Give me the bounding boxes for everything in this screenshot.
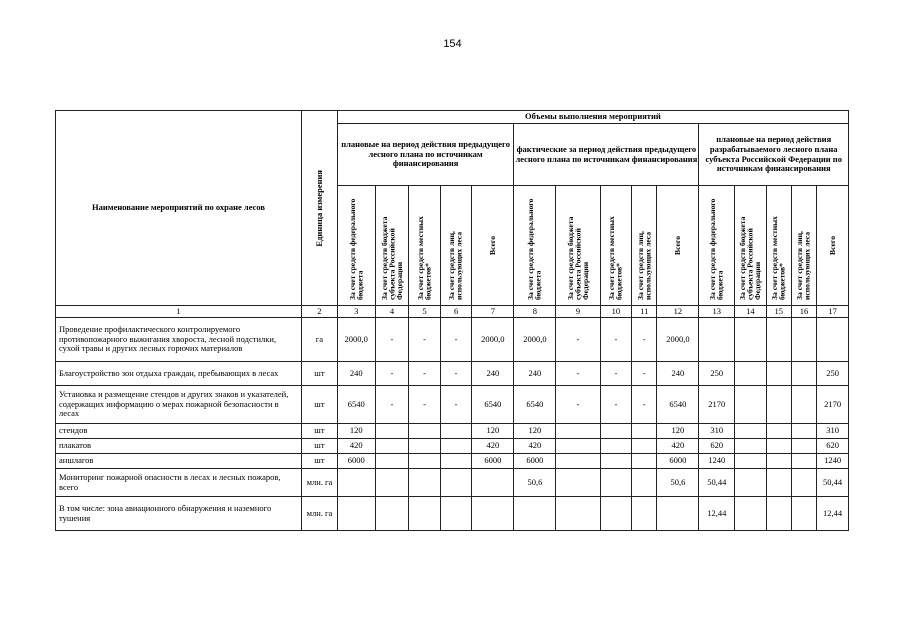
row-value-cell: - — [440, 318, 472, 362]
row-value-cell — [766, 386, 791, 424]
row-value-cell: - — [556, 386, 600, 424]
row-value-cell — [632, 454, 657, 469]
column-number: 1 — [56, 306, 302, 318]
table-row — [56, 497, 849, 531]
row-value-cell: 420 — [514, 439, 556, 454]
row-value-cell — [817, 318, 849, 362]
row-value-cell: 120 — [657, 424, 699, 439]
row-value-cell: 420 — [657, 439, 699, 454]
row-value-cell: 2000,0 — [514, 318, 556, 362]
row-value-cell: 6540 — [657, 386, 699, 424]
row-value-cell — [375, 454, 409, 469]
row-value-cell: - — [409, 386, 441, 424]
header-group-planned-new: плановые на период действия разрабатываемого лесного плана субъекта Российской Федерации по источникам финансирования — [699, 124, 849, 186]
column-number: 6 — [440, 306, 472, 318]
row-unit-cell: шт — [302, 362, 338, 386]
row-value-cell — [440, 469, 472, 497]
row-value-cell: 2000,0 — [657, 318, 699, 362]
row-value-cell — [409, 469, 441, 497]
subheader-2-3: За счет средств местных бюджетов* — [600, 186, 632, 306]
row-value-cell — [766, 439, 791, 454]
column-number: 15 — [766, 306, 791, 318]
column-number: 7 — [472, 306, 514, 318]
row-value-cell — [735, 386, 767, 424]
row-value-cell: 12,44 — [817, 497, 849, 531]
subheader-1-1: За счет средств федерального бюджета — [337, 186, 375, 306]
row-value-cell: 6000 — [472, 454, 514, 469]
row-value-cell: - — [440, 362, 472, 386]
row-unit-cell: шт — [302, 454, 338, 469]
subheader-1-3: За счет средств местных бюджетов* — [409, 186, 441, 306]
subheader-2-4: За счет средств лиц, использующих леса — [632, 186, 657, 306]
row-value-cell — [791, 424, 816, 439]
row-value-cell — [600, 424, 632, 439]
table-row — [56, 469, 849, 497]
row-value-cell — [440, 454, 472, 469]
row-value-cell — [766, 362, 791, 386]
row-value-cell — [791, 386, 816, 424]
row-value-cell: - — [632, 362, 657, 386]
column-number: 5 — [409, 306, 441, 318]
column-number: 10 — [600, 306, 632, 318]
row-value-cell: 50,44 — [817, 469, 849, 497]
column-number: 14 — [735, 306, 767, 318]
row-value-cell: 240 — [657, 362, 699, 386]
header-volumes: Объемы выполнения мероприятий — [337, 111, 848, 124]
row-value-cell — [699, 318, 735, 362]
row-value-cell: 50,44 — [699, 469, 735, 497]
row-name-cell: Мониторинг пожарной опасности в лесах и лесных пожаров, всего — [56, 469, 302, 497]
row-value-cell — [791, 469, 816, 497]
row-value-cell — [440, 497, 472, 531]
row-value-cell — [766, 424, 791, 439]
row-value-cell — [600, 469, 632, 497]
row-name-cell: Проведение профилактического контролируемого противопожарного выжигания хвороста, лесной подстилки, сухой травы и других лесных горючих материалов — [56, 318, 302, 362]
row-value-cell — [735, 497, 767, 531]
subheader-2-2: За счет средств бюджета субъекта Российской Федерации — [556, 186, 600, 306]
row-value-cell — [409, 439, 441, 454]
row-value-cell — [766, 469, 791, 497]
row-value-cell — [766, 318, 791, 362]
row-value-cell — [409, 454, 441, 469]
row-value-cell — [472, 469, 514, 497]
row-value-cell — [632, 439, 657, 454]
row-value-cell — [556, 454, 600, 469]
row-value-cell: - — [600, 318, 632, 362]
row-value-cell — [766, 497, 791, 531]
row-value-cell: 250 — [817, 362, 849, 386]
subheader-3-3: За счет средств местных бюджетов* — [766, 186, 791, 306]
column-number: 8 — [514, 306, 556, 318]
measures-table — [55, 110, 849, 531]
row-value-cell — [514, 497, 556, 531]
row-value-cell: 50,6 — [657, 469, 699, 497]
row-value-cell: - — [375, 362, 409, 386]
row-value-cell: - — [440, 386, 472, 424]
subheader-3-2: За счет средств бюджета субъекта Российской Федерации — [735, 186, 767, 306]
row-value-cell: 12,44 — [699, 497, 735, 531]
row-value-cell — [375, 497, 409, 531]
row-value-cell — [632, 497, 657, 531]
subheader-2-1: За счет средств федерального бюджета — [514, 186, 556, 306]
row-value-cell: 2000,0 — [337, 318, 375, 362]
row-value-cell — [766, 454, 791, 469]
row-value-cell: 240 — [514, 362, 556, 386]
row-name-cell: аншлагов — [56, 454, 302, 469]
row-value-cell — [375, 469, 409, 497]
row-value-cell — [375, 424, 409, 439]
row-unit-cell: га — [302, 318, 338, 362]
row-unit-cell: млн. га — [302, 497, 338, 531]
subheader-1-2: За счет средств бюджета субъекта Российской Федерации — [375, 186, 409, 306]
row-value-cell — [791, 454, 816, 469]
header-group-actual-previous: фактические за период действия предыдущего лесного плана по источникам финансирования — [514, 124, 699, 186]
row-value-cell: - — [556, 318, 600, 362]
row-value-cell — [735, 439, 767, 454]
row-value-cell — [791, 497, 816, 531]
table-row — [56, 362, 849, 386]
row-value-cell — [556, 424, 600, 439]
row-value-cell: 620 — [699, 439, 735, 454]
column-number: 3 — [337, 306, 375, 318]
row-value-cell — [600, 454, 632, 469]
row-value-cell — [735, 424, 767, 439]
row-value-cell — [337, 497, 375, 531]
row-value-cell: 420 — [472, 439, 514, 454]
row-value-cell: - — [632, 318, 657, 362]
column-number: 11 — [632, 306, 657, 318]
row-value-cell: 6540 — [472, 386, 514, 424]
row-value-cell — [632, 469, 657, 497]
row-value-cell — [556, 497, 600, 531]
row-value-cell: 2000,0 — [472, 318, 514, 362]
row-value-cell: 6000 — [657, 454, 699, 469]
column-number: 17 — [817, 306, 849, 318]
row-value-cell: 120 — [514, 424, 556, 439]
row-value-cell — [735, 454, 767, 469]
row-value-cell: 120 — [337, 424, 375, 439]
row-value-cell: 6000 — [514, 454, 556, 469]
column-number: 4 — [375, 306, 409, 318]
subheader-1-5: Всего — [472, 186, 514, 306]
column-number: 13 — [699, 306, 735, 318]
row-value-cell — [657, 497, 699, 531]
row-unit-cell: шт — [302, 386, 338, 424]
row-unit-cell: млн. га — [302, 469, 338, 497]
table-row — [56, 454, 849, 469]
row-value-cell — [409, 497, 441, 531]
row-value-cell — [337, 469, 375, 497]
row-value-cell: 240 — [337, 362, 375, 386]
table-row — [56, 424, 849, 439]
column-number: 16 — [791, 306, 816, 318]
header-group-planned-previous: плановые на период действия предыдущего лесного плана по источникам финансирования — [337, 124, 514, 186]
row-value-cell: 620 — [817, 439, 849, 454]
row-value-cell: 6540 — [337, 386, 375, 424]
table-row — [56, 439, 849, 454]
row-value-cell: - — [600, 362, 632, 386]
row-value-cell — [556, 469, 600, 497]
table-row — [56, 318, 849, 362]
row-unit-cell: шт — [302, 439, 338, 454]
row-value-cell — [440, 424, 472, 439]
row-value-cell: 1240 — [699, 454, 735, 469]
row-value-cell — [791, 362, 816, 386]
subheader-2-5: Всего — [657, 186, 699, 306]
row-value-cell: - — [600, 386, 632, 424]
row-value-cell — [735, 318, 767, 362]
row-value-cell: - — [556, 362, 600, 386]
row-name-cell: Установка и размещение стендов и других знаков и указателей, содержащих информацию о мерах пожарной безопасности в лесах — [56, 386, 302, 424]
subheader-3-1: За счет средств федерального бюджета — [699, 186, 735, 306]
row-value-cell — [375, 439, 409, 454]
row-value-cell — [791, 439, 816, 454]
row-unit-cell: шт — [302, 424, 338, 439]
header-name-col: Наименование мероприятий по охране лесов — [56, 111, 302, 306]
subheader-3-5: Всего — [817, 186, 849, 306]
row-value-cell — [600, 497, 632, 531]
row-value-cell — [440, 439, 472, 454]
column-number: 2 — [302, 306, 338, 318]
row-value-cell: 240 — [472, 362, 514, 386]
row-value-cell: 50,6 — [514, 469, 556, 497]
row-value-cell: 2170 — [699, 386, 735, 424]
row-name-cell: В том числе: зона авиационного обнаружения и наземного тушения — [56, 497, 302, 531]
column-number: 12 — [657, 306, 699, 318]
row-value-cell — [472, 497, 514, 531]
table-row — [56, 386, 849, 424]
row-value-cell: 310 — [699, 424, 735, 439]
row-value-cell: 2170 — [817, 386, 849, 424]
row-name-cell: стендов — [56, 424, 302, 439]
row-value-cell: - — [375, 386, 409, 424]
row-value-cell: - — [375, 318, 409, 362]
row-value-cell: - — [409, 362, 441, 386]
column-number: 9 — [556, 306, 600, 318]
row-value-cell — [556, 439, 600, 454]
row-value-cell — [409, 424, 441, 439]
row-value-cell: 1240 — [817, 454, 849, 469]
page-number: 154 — [443, 38, 462, 50]
row-value-cell: 310 — [817, 424, 849, 439]
row-value-cell: 120 — [472, 424, 514, 439]
row-value-cell — [600, 439, 632, 454]
header-unit-col: Единица измерения — [302, 111, 338, 306]
row-value-cell: 6540 — [514, 386, 556, 424]
row-value-cell: 250 — [699, 362, 735, 386]
row-value-cell — [735, 469, 767, 497]
row-value-cell: - — [632, 386, 657, 424]
row-value-cell: - — [409, 318, 441, 362]
row-name-cell: плакатов — [56, 439, 302, 454]
row-value-cell: 420 — [337, 439, 375, 454]
row-value-cell — [632, 424, 657, 439]
row-name-cell: Благоустройство зон отдыха граждан, пребывающих в лесах — [56, 362, 302, 386]
subheader-1-4: За счет средств лиц, использующих леса — [440, 186, 472, 306]
subheader-3-4: За счет средств лиц, использующих леса — [791, 186, 816, 306]
row-value-cell: 6000 — [337, 454, 375, 469]
row-value-cell — [791, 318, 816, 362]
row-value-cell — [735, 362, 767, 386]
